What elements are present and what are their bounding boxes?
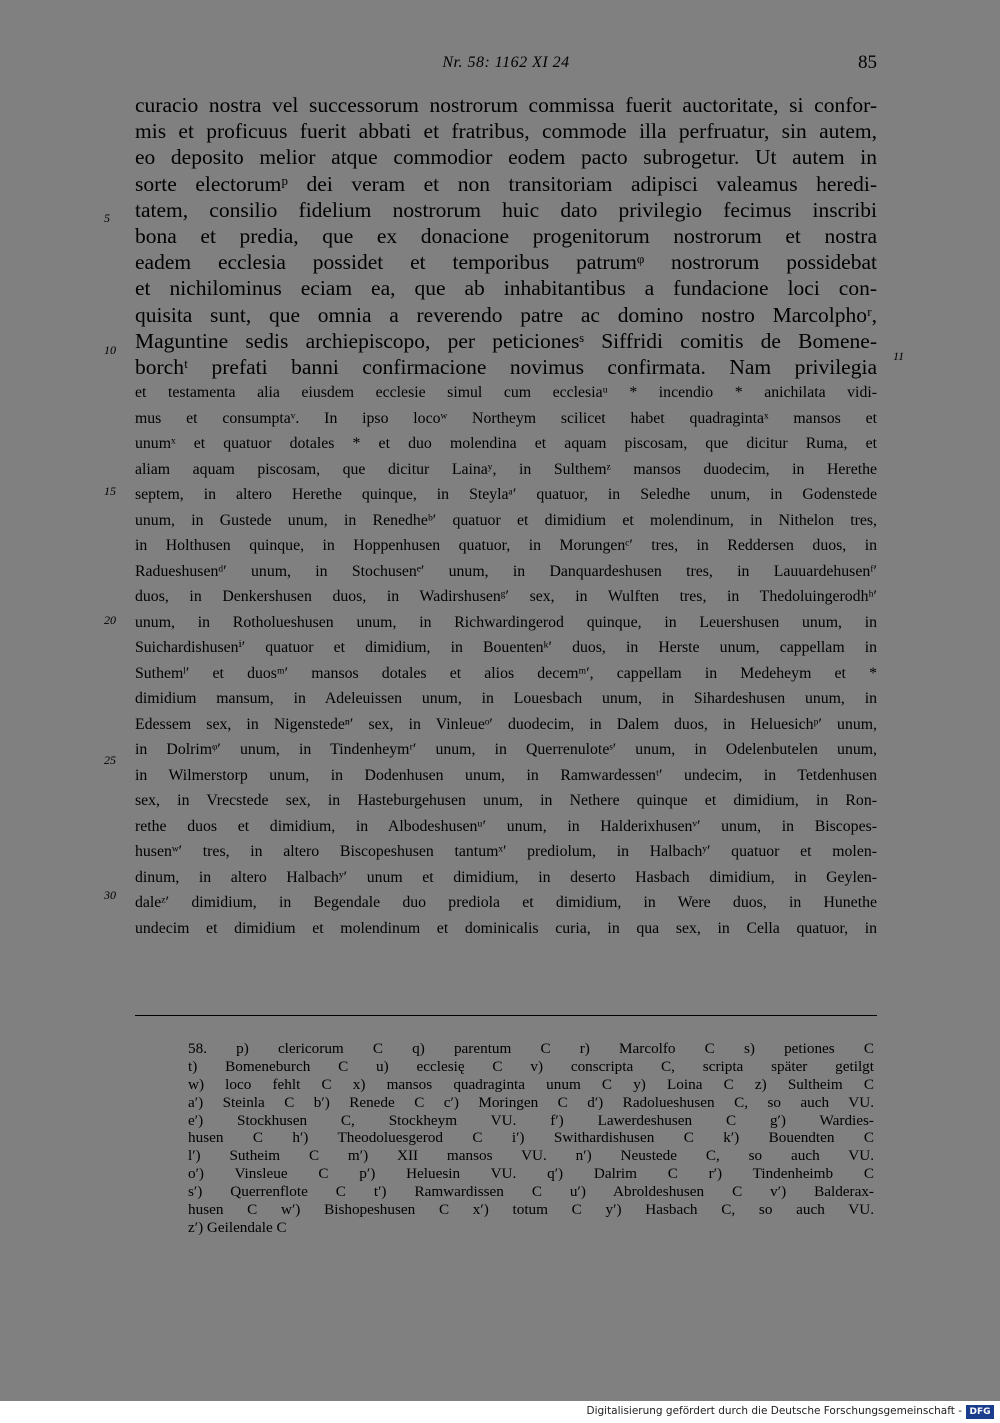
footnote-divider — [135, 1015, 877, 1016]
line-number: 25 — [104, 753, 116, 767]
running-title: Nr. 58: 1162 XI 24 — [442, 54, 570, 71]
text-line: husenʷ′ tres, in altero Biscopeshusen tantumˣ′ prediolum, in Halbachʸ′ quatuor et molen- — [135, 843, 877, 861]
text-line: septem, in altero Herethe quinque, in Steylaᵃ′ quatuor, in Seledhe unum, in Godenstede — [135, 486, 877, 504]
text-line: et testamenta alia eiusdem ecclesie simul cum ecclesiaᵘ * incendio * anichilata vidi- — [135, 384, 877, 402]
text-line: unumˣ et quatuor dotales * et duo molendina et aquam piscosam, que dicitur Ruma, et — [135, 435, 877, 453]
text-line: Maguntine sedis archiepiscopo, per peticionesˢ Siffridi comitis de Bomene- — [135, 328, 877, 353]
text-line: dimidium mansum, in Adeleuissen unum, in Louesbach unum, in Sihardeshusen unum, in — [135, 690, 877, 708]
footnotes — [188, 1040, 874, 1237]
text-line: in Holthusen quinque, in Hoppenhusen quatuor, in Morungenᶜ′ tres, in Reddersen duos, in — [135, 537, 877, 555]
footnote-line: husen C w′) Bishopeshusen C x′) totum C y′) Hasbach C, so auch VU. — [188, 1201, 874, 1219]
dfg-logo-icon[interactable]: DFG — [966, 1405, 994, 1419]
text-line: daleᶻ′ dimidium, in Begendale duo prediola et dimidium, in Were duos, in Hunethe — [135, 894, 877, 912]
footer-bar — [0, 1401, 1000, 1423]
text-line: eo deposito melior atque commodior eodem pacto subrogetur. Ut autem in — [135, 145, 877, 170]
text-line: borchᵗ prefati banni confirmacione novimus confirmata. Nam privilegia — [135, 354, 877, 379]
footnote-line: t) Bomeneburch C u) ecclesię C v) conscripta C, scripta später getilgt — [188, 1057, 874, 1075]
page-header — [135, 52, 877, 76]
text-line: Suthemˡ′ et duosᵐ′ mansos dotales et alios decemᵐ′, cappellam in Medeheym et * — [135, 664, 877, 682]
footnote-line: husen C h′) Theodoluesgerod C i′) Swithardishusen C k′) Bouendten C — [188, 1129, 874, 1147]
text-line: bona et predia, que ex donacione progenitorum nostrorum et nostra — [135, 223, 877, 248]
text-line: Edessem sex, in Nigenstedeⁿ′ sex, in Vinleueᵒ′ duodecim, in Dalem duos, in Heluesichᵖ′ unum, — [135, 715, 877, 733]
footnote-line: a′) Steinla C b′) Renede C c′) Moringen C d′) Radolueshusen C, so auch VU. — [188, 1093, 874, 1111]
text-line: unum, in Gustede unum, in Renedheᵇ′ quatuor et dimidium et molendinum, in Nithelon tres, — [135, 511, 877, 529]
text-line: et nichilominus eciam ea, que ab inhabitantibus a fundacione loci con- — [135, 276, 877, 301]
footnote-line: e′) Stockhusen C, Stockheym VU. f′) Lawerdeshusen C g′) Wardies- — [188, 1111, 874, 1129]
funding-credit: Digitalisierung gefördert durch die Deutsche Forschungsgemeinschaft - — [586, 1405, 962, 1417]
footnote-line: s′) Querrenflote C t′) Ramwardissen C u′) Abroldeshusen C v′) Balderax- — [188, 1183, 874, 1201]
text-line: Suichardishusenⁱ′ quatuor et dimidium, in Bouentenᵏ′ duos, in Herste unum, cappellam in — [135, 639, 877, 657]
text-line: tatem, consilio fidelium nostrorum huic dato privilegio fecimus inscribi — [135, 197, 877, 222]
footnote-line: w) loco fehlt C x) mansos quadraginta unum C y) Loina C z) Sultheim C — [188, 1075, 874, 1093]
text-line: unum, in Rotholueshusen unum, in Richwardingerod quinque, in Leuershusen unum, in — [135, 613, 877, 631]
margin-note: 11 — [893, 349, 905, 363]
line-number: 30 — [104, 888, 116, 902]
text-line: duos, in Denkershusen duos, in Wadirshusenᵍ′ sex, in Wulften tres, in Thedoluingerodhʰ′ — [135, 588, 877, 606]
text-line: aliam aquam piscosam, que dicitur Lainaʸ, in Sulthemᶻ mansos duodecim, in Herethe — [135, 460, 877, 478]
page-number: 85 — [858, 52, 877, 73]
text-line: quisita sunt, que omnia a reverendo patre ac domino nostro Marcolphoʳ, — [135, 302, 877, 327]
text-line: undecim et dimidium et molendinum et dominicalis curia, in qua sex, in Cella quatuor, in — [135, 919, 877, 937]
text-line: in Wilmerstorp unum, in Dodenhusen unum, in Ramwardessenᵗ′ undecim, in Tetdenhusen — [135, 766, 877, 784]
text-line: dinum, in altero Halbachʸ′ unum et dimidium, in deserto Hasbach dimidium, in Geylen- — [135, 868, 877, 886]
line-number: 15 — [104, 484, 116, 498]
line-number: 5 — [104, 211, 110, 225]
footnote-line: o′) Vinsleue C p′) Heluesin VU. q′) Dalrim C r′) Tindenheimb C — [188, 1165, 874, 1183]
text-line: rethe duos et dimidium, in Albodeshusenᵘ′ unum, in Halderixhusenᵛ′ unum, in Biscopes- — [135, 817, 877, 835]
text-line: in Dolrimᵠ′ unum, in Tindenheymʳ′ unum, in Querrenuloteˢ′ unum, in Odelenbutelen unum, — [135, 741, 877, 759]
footnote-line: 58. p) clericorum C q) parentum C r) Marcolfo C s) petiones C — [188, 1040, 874, 1057]
text-line: sorte electorumᵖ dei veram et non transitoriam adipisci valeamus heredi- — [135, 171, 877, 196]
main-text — [135, 92, 877, 941]
footnote-line: l′) Sutheim C m′) XII mansos VU. n′) Neustede C, so auch VU. — [188, 1147, 874, 1165]
line-number: 20 — [104, 613, 116, 627]
text-line: curacio nostra vel successorum nostrorum commissa fuerit auctoritate, si confor- — [135, 93, 877, 117]
text-line: sex, in Vrecstede sex, in Hasteburgehusen unum, in Nethere quinque et dimidium, in Ron- — [135, 792, 877, 810]
text-line: Radueshusenᵈ′ unum, in Stochusenᵉ′ unum, in Danquardeshusen tres, in Lauuardehusenᶠ′ — [135, 562, 877, 580]
footnote-line: z′) Geilendale C — [188, 1218, 287, 1236]
text-line: eadem ecclesia possidet et temporibus patrumᵠ nostrorum possidebat — [135, 250, 877, 275]
line-number: 10 — [104, 343, 116, 357]
text-line: mus et consumptaᵛ. In ipso locoʷ Northeym scilicet habet quadragintaˣ mansos et — [135, 409, 877, 427]
text-line: mis et proficuus fuerit abbati et fratribus, commode illa perfruatur, sin autem, — [135, 119, 877, 144]
